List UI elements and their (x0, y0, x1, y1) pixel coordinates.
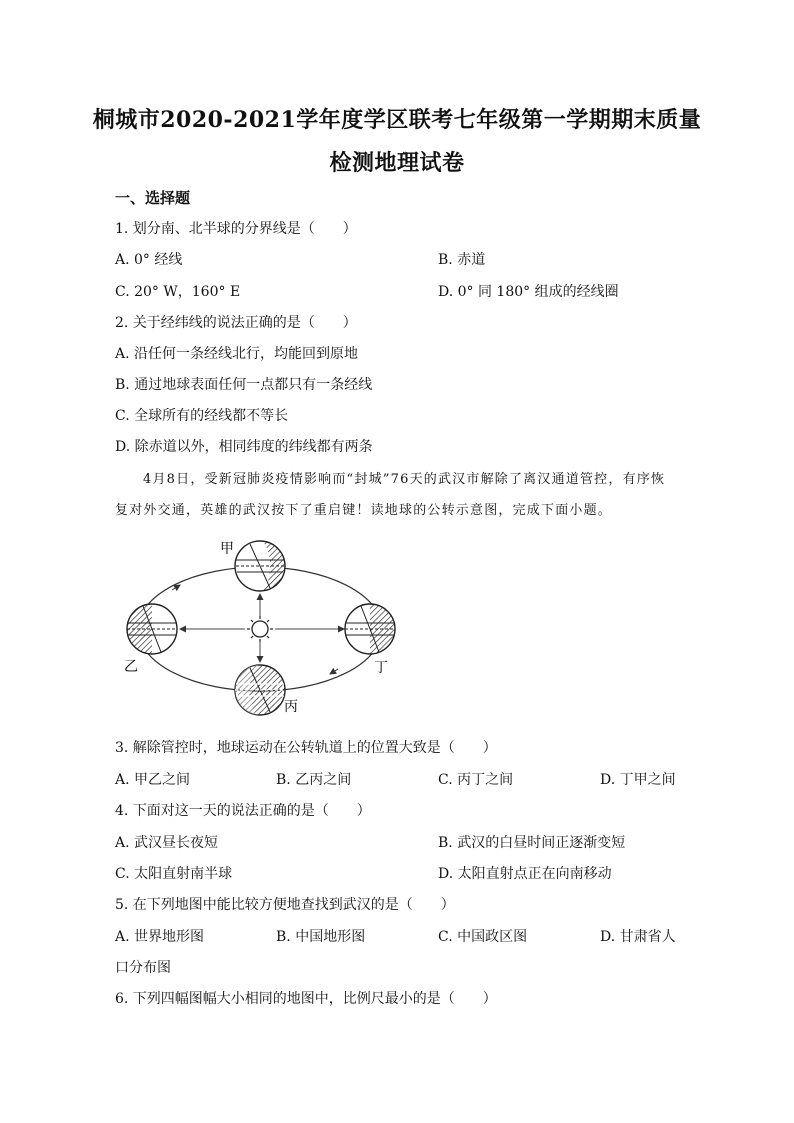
q4-option-a: A. 武汉昼长夜短 (115, 835, 219, 851)
q6-stem: 6. 下列四幅图幅大小相同的地图中，比例尺最小的是（ ） (115, 991, 497, 1007)
q4-stem: 4. 下面对这一天的说法正确的是（ ） (115, 803, 371, 819)
exam-title-line1: 桐城市2020-2021学年度学区联考七年级第一学期期末质量 (92, 107, 702, 133)
q3-option-d: D. 丁甲之间 (600, 772, 676, 788)
exam-title-line2: 检测地理试卷 (329, 150, 465, 176)
q5-option-c: C. 中国政区图 (438, 929, 528, 945)
q2-option-a: A. 沿任何一条经线北行，均能回到原地 (115, 346, 359, 362)
orbit-arrow (330, 669, 338, 674)
q3-option-c: C. 丙丁之间 (438, 772, 514, 788)
label-bing: 丙 (284, 699, 298, 715)
q3-stem: 3. 解除管控时，地球运动在公转轨道上的位置大致是（ ） (115, 740, 497, 756)
earth-revolution-diagram (112, 538, 412, 720)
q1-option-b: B. 赤道 (438, 252, 486, 268)
label-jia: 甲 (220, 541, 234, 557)
q5-option-b: B. 中国地形图 (276, 929, 366, 945)
earth-position-bing (235, 665, 285, 715)
q2-option-b: B. 通过地球表面任何一点都只有一条经线 (115, 377, 373, 393)
earth-position-jia (235, 541, 285, 591)
q3-option-a: A. 甲乙之间 (115, 772, 191, 788)
passage-line1: 4月8日，受新冠肺炎疫情影响而“封城”76天的武汉市解除了离汉通道管控，有序恢 (143, 472, 666, 487)
q4-option-d: D. 太阳直射点正在向南移动 (438, 866, 612, 882)
passage-line2: 复对外交通，英雄的武汉按下了重启键！读地球的公转示意图，完成下面小题。 (115, 503, 613, 518)
q2-option-c: C. 全球所有的经线都不等长 (115, 408, 289, 424)
label-yi: 乙 (124, 659, 138, 675)
q5-stem: 5. 在下列地图中能比较方便地查找到武汉的是（ ） (115, 897, 455, 913)
q5-option-a: A. 世界地形图 (115, 929, 205, 945)
q2-option-d: D. 除赤道以外，相同纬度的纬线都有两条 (115, 439, 373, 455)
q1-option-d: D. 0° 同 180° 组成的经线圈 (438, 284, 619, 300)
q5-option-d-continued: 口分布图 (115, 960, 171, 976)
q1-stem: 1. 划分南、北半球的分界线是（ ） (115, 221, 357, 237)
q1-option-c: C. 20° W，160° E (115, 284, 241, 300)
q4-option-c: C. 太阳直射南半球 (115, 866, 233, 882)
q5-option-d: D. 甘肃省人 (600, 929, 676, 945)
q2-stem: 2. 关于经纬线的说法正确的是（ ） (115, 315, 357, 331)
earth-position-yi (127, 604, 177, 654)
q3-option-b: B. 乙丙之间 (276, 772, 352, 788)
q1-option-a: A. 0° 经线 (115, 252, 183, 268)
q4-option-b: B. 武汉的白昼时间正逐渐变短 (438, 835, 626, 851)
earth-position-ding (345, 604, 395, 654)
label-ding: 丁 (374, 660, 388, 676)
section-heading: 一、选择题 (115, 189, 191, 207)
sun-icon (247, 616, 273, 642)
